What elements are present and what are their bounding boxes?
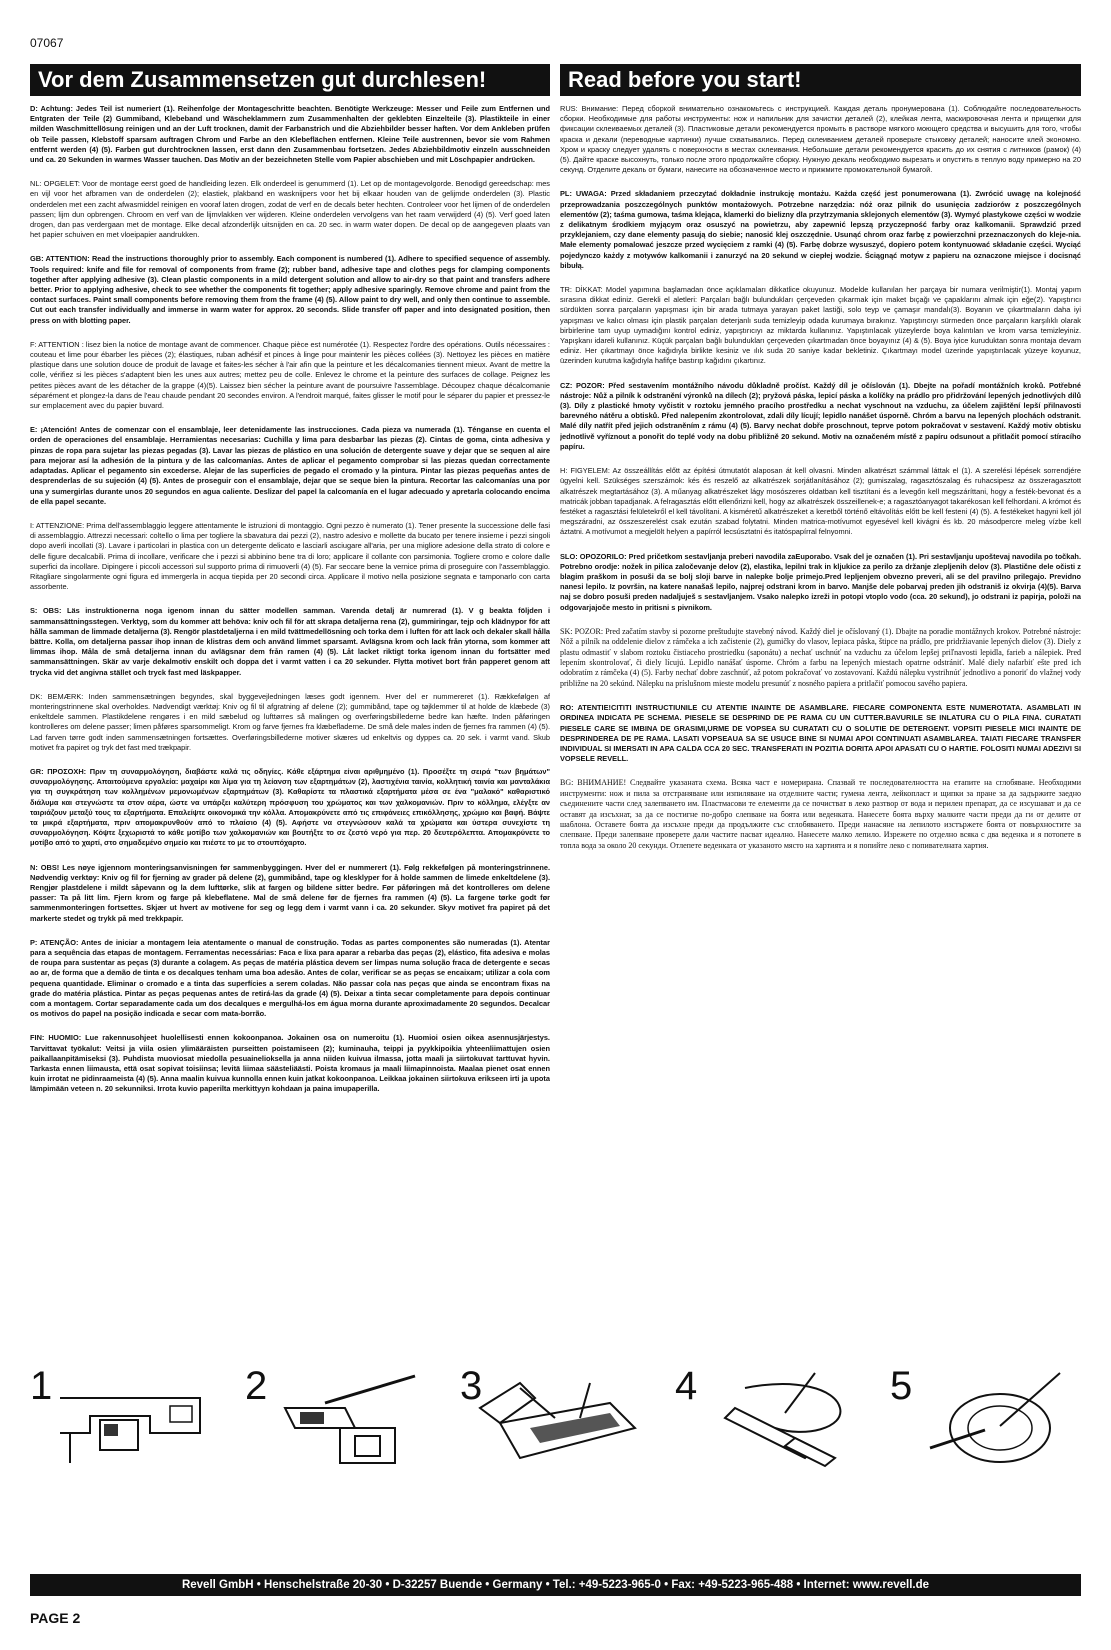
page-number: PAGE 2	[30, 1610, 81, 1626]
instructions-paragraph-gr: GR: ΠΡΟΣΟΧΗ: Πριν τη συναρμολόγηση, διαβάστε καλά τις οδηγίες. Κάθε εξάρτημα είναι αριθμημένο (1). Προσέξτε τη σειρά "των βημάτων" συναρμολόγησης. Απαιτούμενα εργαλεία: μαχαίρι και λίμα για τη λείανση των εξαρτημάτων (2), λαστιχένια ταινία, κολλητική ταινία και μανταλάκια για τη συγκράτηση των κολλημένων μεμονωμένων εξαρτημάτων (3). Καθαρίστε τα πλαστικά εξαρτήματα μέσα σε ένα "μαλακό" καθαριστικό διάλυμα και στεγνώστε τα στον αέρα, ώστε να υπάρξει καλύτερη πρόσφυση του χρώματος και των χαλκομανιών. Πριν το κόλλημα, ελέγξτε αν ταιριάζουν μεταξύ τους τα εξαρτήματα. Επαλείψτε οικονομικά την κόλλα. Απομακρύνετε από τις επιφάνειες επικόλλησης, χρώμιο και βαφή. Βάψτε τα μικρά εξαρτήματα, πριν απομακρυνθούν από το πλαίσιο (4) (5). Αφήστε να στεγνώσουν καλά τα χρώματα και ύστερα συνεχίστε τη συναρμολόγηση. Κόψτε ξεχωριστά το κάθε μοτίβο των χαλκομανιών και βουτήξτε το σε ζεστό νερό για περ. 20 δευτερόλεπτα. Απομακρύνετε το μοτίβο από το χαρτί, στο σημαδεμένο σημείο και πιέστε το με το στουπόχαρτο.	[30, 766, 550, 848]
knife-and-file-icon	[245, 1368, 435, 1468]
painting-parts-icon	[675, 1368, 865, 1468]
instructions-paragraph-de: D: Achtung: Jedes Teil ist numeriert (1). Reihenfolge der Montageschritte beachten. Benötigte Werkzeuge: Messer und Feile zum Entfernen und Entgraten der Teile (2) Gummiband, Klebeband und Wäscheklammern zum Zusammenhalten der geklebten Einzelteile (3). Plastikteile in einer milden Waschmittellösung reinigen und an der Luft trocknen, damit der Farbanstrich und die Abziehbilder besser haften. Vor dem Ankleben prüfen ob Teile passen, Klebstoff sparsam auftragen Chrom und Farbe an den Klebeflächen entfernen. Kleine Teile austrennen, bevor sie vom Rahmen entfernt werden (4) (5). Farben gut durchtrocknen lassen, erst dann den Zusammenbau fortsetzen. Jedes Abziehbildmotiv einzeln ausschneiden und ca. 20 Sekunden in warmes Wasser tauchen. Das Motiv an der bezeichneten Stelle vom Papier abschieben und mit Löschpapier andrücken.	[30, 104, 550, 165]
step-4	[675, 1364, 865, 1468]
step-number: 5	[890, 1364, 913, 1408]
instructions-paragraph-tr: TR: DİKKAT: Model yapımına başlamadan önce açıklamaları dikkatlice okuyunuz. Modelde kullanılan her parçaya bir numara verilmiştir(1). Montaj yapım sırasına dikkat ediniz. Gerekli el aletleri: Parçaları bağlı bulundukları çerçeveden çıkarmak için maket bıçağı ve çapaklarını almak için eğe(2). Yapıştırıcı sürdükten sonra parçaların yapışması için bir arada tutmaya yarayan paket lastiği, solo teyp ve çamaşır mandalı(3). Boyanın ve çıkartmaların daha iyi yapışması ve kalıcı olması için plastik parçaları deterjanlı suda temizleyip odada kurumaya bırakınız. Yapıştırıcıyı sürmeden önce parçaların karşılıklı olarak birbirlerine tam uyup uymadığını kontrol ediniz, yapıştırıcıyı az miktarda kullanınız. Yapıştırılacak yüzeylerde boya kalıntıları ve krom varsa temizleyiniz. Yapışkanı idareli kullanınız. Küçük parçaları bağlı bulundukları çerçeveden çıkartmadan önce boyayınız (4) & (5). Boya iyice kuruduktan sonra montaja devam ediniz. Her çıkartmayı önce kağıdıyla birlikte kesiniz ve ılık suda 20 saniye kadar bekletiniz. Çıkartmayı model üzerinde yapıştırılacak yüzeye koyunuz, üzerinden kurutma kağıdıyla hafifçe bastırıp kağıdını çıkartınız.	[560, 285, 1081, 366]
instructions-paragraph-rus: RUS: Внимание: Перед сборкой внимательно ознакомьтесь с инструкцией. Каждая деталь пронумерована (1). Соблюдайте последовательность сборки. Необходимые для работы инструменты: нож и напильник для зачистки деталей (2), клейкая лента, маскировочная лента и прищепки для фиксации склеиваемых деталей (3). Пластиковые детали рекомендуется промыть в растворе мягкого моющего средства и высушить для того, чтобы краска и декали (переводные картинки) лучше схватывались. Перед склеиванием деталей проверьте стыковку деталей; наносите клей экономно. Хром и краску следует удалять с поверхности в местах склеивания. Небольшие детали рекомендуется красить до их снятия с литников (рамок) (4) (5). Дайте краске высохнуть, только после этого продолжайте сборку. Нужную декаль необходимо вырезать и опустить в теплую воду примерно на 20 секунд. Отделите декаль от бумаги, нанесите на обозначенное место и прижмите промокательной бумагой.	[560, 104, 1081, 175]
instructions-paragraph-cz: CZ: POZOR: Před sestavením montážního návodu důkladně pročíst. Každý díl je očíslován (1). Dbejte na pořadí montážních kroků. Potřebné nástroje: Nůž a pilník k odstranění výronků na dílech (2); pryžová páska, lepicí páska a kolíčky na prádlo pro přidržování lepených jednotlivých dílů (3). Díly z plastické hmoty vyčistit v roztoku jemného pracího prostředku a nechat vyschnout na vzduchu, za účelem zajištění lepší přilnavosti barevného nátěru a obtisků. Před nalepením zkontrolovat, zdali díly lícují; lepidlo nanášet úsporně. Chróm a barvu na lepených plochách odstranit. Malé díly natřít před jejich odstraněním z rámu (4) (5). Barvy nechat dobře proschnout, teprve potom pokračovat v sestavení. Každý motiv obtisku jednotlivě vyříznout a ponořit do teplé vody na dobu přibližně 20 sekund. Motiv na označeném místě z papíru odsunout a přitlačit pomocí stíracího papíru.	[560, 380, 1081, 451]
instructions-paragraph-f: F: ATTENTION : lisez bien la notice de montage avant de commencer. Chaque pièce est numérotée (1). Respectez l'ordre des opérations. Outils nécessaires : couteau et lime pour ébarber les pièces (2); élastiques, ruban adhésif et pinces à linge pour maintenir les pièces collées (3). Nettoyez les pièces en matière plastique dans une solution douce de produit de lavage et faites-les sécher à l'air afin que la peinture et les décalcomanies tiennent mieux. Avant de mettre la colle, vérifiez si les pièces s'adaptent bien les unes aux autres; mettez peu de colle. Enlevez le chrome et la peinture des surfaces de collage. Peignez les petites pièces avant de les détacher de la grappe (4)(5). Laissez bien sécher la peinture avant de poursuivre l'assemblage. Découpez chaque décalcomanie séparément et plongez-la dans de l'eau chaude pendant 20 secondes environ. A l'endroit marqué, faites glisser le motif pour le séparer du papier et pressez-le sur emplacement avec du papier buvard.	[30, 339, 550, 411]
header-banner-right: Read before you start!	[560, 64, 1081, 96]
step-number: 1	[30, 1364, 53, 1408]
document-number: 07067	[30, 36, 64, 50]
instructions-paragraph-e: E: ¡Atención! Antes de comenzar con el ensamblaje, leer detenidamente las instrucciones. Cada pieza va numerada (1). Ténganse en cuenta el orden de operaciones del ensamblaje. Herramientas necesarias: Cuchilla y lima para desbarbar las piezas (2). Cintas de goma, cinta adhesiva y pinzas de ropa para sujetar las piezas pegadas (3). Lavar las piezas de plástico en una solución de detergente suave y dejar que se sequen al aire para mejorar así la adhesión de la pintura y de las calcomanías. Antes de aplicar el pegamento comprobar si las piezas quedan correctamente adaptadas. Aplicar el pegamento sin excederse. Alejar de las superficies de pegado el cromado y la pintura. Pintar las piezas pequeñas antes de desprenderlas de su sujeción (4) (5). Antes de proseguir con el ensamblaje, dejar que se seque bien la pintura. Recortar las calcomanías una por una y sumergirlas durante unos 20 segundos en agua caliente. Deslizar del papel la calcomanía en el lugar adecuado y apretarla colocando encima de ella papel secante.	[30, 425, 550, 506]
step-number: 3	[460, 1364, 483, 1408]
clamped-parts-icon	[460, 1368, 650, 1468]
right-instructions-column	[560, 104, 1081, 1349]
instructions-paragraph-nl: NL: OPGELET: Voor de montage eerst goed de handleiding lezen. Elk onderdeel is genummerd (1). Let op de montagevolgorde. Benodigd gereedschap: mes en vijl voor het afbramen van de onderdelen (2); elastiek, plakband en wasknijpers voor het bij elkaar houden van de gelijmde onderdelen (3). Plastic onderdelen met een zacht afwasmiddel reinigen en vooraf laten drogen, zodat de verf en de decals beter hechten. Controleer voor het lijmen of de onderdelen passen; lijm dun opbrengen. Chroom en verf van de lijmvlakken ver wijderen. Kleine onderdelen vervolgens van het raam verwijderd (4) (5). Verf goed laten drogen, dan pas verdergaan met de montage. Elke decal afzonderlijk uitsnijden en ca. 20 sec. in warm water dopen. De decal op de aangegeven plaats van het papier schuiven en met vloeipapier aandrukken.	[30, 179, 550, 240]
instructions-paragraph-s: S: OBS: Läs instruktionerna noga igenom innan du sätter modellen samman. Varenda detalj är numrerad (1). V g beakta följden i sammansättningsstegen. Verktyg, som du kommer att behöva: kniv och fil för att skrapa detaljerna rena (2), gummiringar, tejp och klädnypor för att hålla samman de limmade detaljerna (3). Rengör plastdetaljerna i en mild tvättmedellösning och torka dem i luften för att lack och dekaler skall hålla bättre. Kolla, om detaljerna passar ihop innan de klistras dem och använd limmet sparsamt. Avlägsna krom och lack från ytorna, som kommer att limmas ihop. Måla de små detaljerna innan du avlägsnar dem från ramen (4) (5). Låt lacket riktigt torka igenom innan du fortsätter med sammansättningen. Skär av varje dekalmotiv enskilt och doppa det i varmt vatten i ca 20 sekunder. Flytta motivet bort från papperet genom att trycka vid det angivna stället och tryck fast med läskpapper.	[30, 606, 550, 677]
instructions-paragraph-n: N: OBS! Les nøye igjennom monteringsanvisningen før sammenbyggingen. Hver del er nummerert (1). Følg rekkefølgen på monteringstrinnene. Nødvendig verktøy: Kniv og fil for fjerning av grader på delene (2), gummibånd, tape og klesklyper for å holde sammen de limede enkeltdelene (3). Rengjør plastdelene i mildt såpevann og la dem lufttørke, slik at fargen og bildene sitter bedre. Før påføringen må det kontrolleres om delene passer: Ta på litt lim. Fjern krom og farge på klebeflatene. Mal de små delene før de fjernes fra rammen (4) (5). La fargene tørke godt før sammenmonteringen fortsettes. Skjær ut hvert av motivene for seg og legg dem i varmt vann i ca. 20 sekunder. Skyv motivet fra papiret på det markerte stedet og trykk på med trekkpapir.	[30, 862, 550, 923]
step-3	[460, 1364, 650, 1468]
step-number: 4	[675, 1364, 698, 1408]
step-2	[245, 1364, 435, 1468]
instructions-paragraph-gb: GB: ATTENTION: Read the instructions thoroughly prior to assembly. Each component is numbered (1). Adhere to specified sequence of assembly. Tools required: knife and file for removal of components from frame (2); rubber band, adhesive tape and clothes pegs for clamping components together after applying adhesive (3). Clean plastic components in a mild detergent solution and allow to air-dry so that paint and transfers adhere better. Prior to applying adhesive, check to see whether the components fit together; apply adhesive sparingly. Remove chrome and paint from the contact surfaces. Paint small components before removing them from the frame (4) (5). Allow paint to dry well, and only then continue to assemble. Cut out each transfer individually and immerse in warm water for approx. 20 seconds. Slide transfer off paper and into designated position, then press on with blotting paper.	[30, 254, 550, 325]
instructions-paragraph-pl: PL: UWAGA: Przed składaniem przeczytać dokładnie instrukcję montażu. Każda część jest ponumerowana (1). Zwrócić uwagę na kolejność przeprowadzania poszczególnych punktów montażowych. Potrzebne narzędzia: nóż oraz pilnik do usunięcia zadziorów z poszczególnych elementów (2); taśma gumowa, taśma klejąca, klamerki do bielizny dla przytrzymania sklejonych elementów (3). Wymyć plastykowe części w wodzie z delikatnym środkiem myjącym oraz osuszyć na powietrzu, aby zapewnić lepszą przyczepność farby oraz kalkomanii. Sprawdzić przed przyklejaniem, czy dane elementy pasują do siebie; nanosić klej oszczędnie. Usunąć chrom oraz farbę z powierzchni przeznaczonych do kleje-nia. Małe elementy pomalować jeszcze przed wycięciem z ramki (4) (5). Farbę dobrze wysuszyć, dopiero potem kontynuować składanie części. Wyciąć pojedynczo każdy z motywów kalkomanii i zanurzyć na 20 sekund w ciepłej wodzie. Ściągnąć motyw z papieru na oznaczone miejsce i docisnąć bibułą.	[560, 189, 1081, 270]
step-5	[890, 1364, 1080, 1468]
decal-application-icon	[890, 1368, 1080, 1468]
instructions-paragraph-sk: SK: POZOR: Pred začatím stavby si pozorne preštudujte stavebný návod. Každý diel je očíslovaný (1). Dbajte na poradie montážnych krokov. Potrebné nástroje: Nôž a pilník na oddelenie dielov z rámčeka a ich začistenie (2), gumičky do vlasov, lepiaca páska, štipce na prádlo, pre pridržiavanie lepených dielov (3). Diely z plastu odmastiť v slabom roztoku čistiaceho prostriedku (saponátu) a nechať uschnúť na vzduchu za účelom lepšej priľnavosti lepidla, farieb a nálepiek. Pred lepením skontrolovať, či diely lícujú. Lepidlo nanášať úsporne. Chróm a farbu na lepených miestach opatrne odstrániť. Malé diely nafarbiť ešte pred ich odobratím z rámčeka (4) (5). Farby nechať dobre zaschnúť, až potom pokračovať vo zostavovaní. Každú nálepku vystrihnúť jednotlivo a ponoriť do vlažnej vody približne na 20 sekúnd. Nálepku na príslušnom mieste modelu presunúť z nosného papiera a pritlačiť pomocou savého papiera.	[560, 626, 1081, 688]
step-number: 2	[245, 1364, 268, 1408]
instructions-paragraph-fin: FIN: HUOMIO: Lue rakennusohjeet huolellisesti ennen kokoonpanoa. Jokainen osa on numeroitu (1). Huomioi osien oikea asennusjärjestys. Tarvittavat työkalut: Veitsi ja viila osien ylimääräisten purseitten poistamiseen (2); kuminauha, teippi ja pyykkipoikia yhteenliimattujen osien paikallaanpitämiseksi (3). Puhdista muoviosat miedolla pesuainelioksella ja anna niiden kuivua ilmassa, jotta maali ja siirtokuvat tarttuvat hyvin. Tarkasta ennen liimausta, että osat sopivat toisiinsa; levitä liimaa säästeliäästi. Poista kromaus ja maali liimapinnoista. Maalaa pienet osat ennen kuin irrotat ne pidinraameista (4) (5). Anna maalin kuivua kunnolla ennen kuin jatkat kokoonpanoa. Leikkaa jokainen siirtokuva erikseen irti ja upota lämpimään veteen n. 20 sekunniksi. Irrota kuvio paperilta merkittyyn kohdaan ja paina imupaperilla.	[30, 1033, 550, 1094]
instructions-paragraph-ro: RO: ATENTIE!CITITI INSTRUCTIUNILE CU ATENTIE INAINTE DE ASAMBLARE. FIECARE COMPONENTA ESTE NUMEROTATA. ASAMBLATI IN ORDINEA INDICATA PE SCHEMA. PIESELE SE DESPRIND DE PE RAMA CU UN CUTTER.BAVURILE SE INLATURA CU O PILA FINA. CURATATI PIESELE CARE SE IMBINA DE GRASIMI,URME DE VOPSEA SU CURATATI CU O SOLUTIE DE DETERGENT. VOPSITI PIESELE MICI INAINTE DE DESPRINDEREA DE PE RAMA. LASATI VOPSEAUA SA SE USUCE BINE SI NUMAI APOI CONTINUATI ASAMBLAREA. TAIATI FIECARE TRANSFER INDIVIDUAL SI IMERSATI IN APA CALDA CCA 20 SEC. TRANSFERATI IN POZITIA DORITA APOI APASATI CU O HARTIE. FOLOSITI NUMAI ADEZIVI SI VOPSELE REVELL.	[560, 703, 1081, 764]
company-footer: Revell GmbH • Henschelstraße 20-30 • D-32257 Buende • Germany • Tel.: +49-5223-965-0 • Fax: +49-5223-965-488 • Internet: www.revell.de	[30, 1574, 1081, 1596]
step-illustrations	[30, 1364, 1081, 1468]
left-instructions-column	[30, 104, 550, 1349]
instructions-paragraph-p: P: ATENÇÃO: Antes de iniciar a montagem leia atentamente o manual de construção. Todas as partes componentes são numeradas (1). Atentar para a sequência das etapas de montagem. Ferramentas necessárias: Faca e lixa para aparar a rebarba das peças (2), elástico, fita adesiva e molas de roupa para sustentar as peças (3) durante a colagem. As peças de matéria plástica devem ser limpas numa solução fraca de detergente e secas ao ar, de forma que a demão de tinta e os decalques tenham uma boa adesão. Antes de colar, verificar se as peças se encaixam; utilizar a cola com pequena quantidade. Eliminar o cromado e a tinta das superfícies a serem coladas. Não passar cola nas peças que ainda se encontram fixas na grade do matéria plástica. Pintar as peças pequenas antes de retirá-las da grade (4) (5). Deixar a tinta secar completamente para depois continuar com a montagem. Cortar separadamente cada um dos decalques e mergulhá-los em água morna durante aproximadamente 20 segundos. Decalcar os motivos do papel na posição indicada e secar com mata-borrão.	[30, 937, 550, 1019]
instructions-paragraph-bg: BG: ВНИМАНИЕ! Следвайте указаната схема. Всяка част е номерирана. Спазвай те последователността на етапите на сглобяване. Необходими инструменти: нож и пила за отстраняване или изпиляване на отделните части; гумена лента, лейкопласт и щипки за пране за да задържите заедно съединените части след залепването им. Пластмасови те елементи да се почистват в леко разтвор от вода и перилен препарат, да се изсушават и да се оставят да изсъхнат, за да се постигне по-добро слепване на боята или веденката. Нанесете боята върху малките части преди да ги от делите от шаблона. Оставете боята да изсъхне преди да продължите със сглобяването. Преди нанасяне на лепилото изстържете боята от повърхностите за слепване. Преди залепване проверете дали частите пасват идеално. Нанесете малко лепило. Изрежете по отделно всяка с два веденка и я потопете в топла вода за около 20 секунди. Отлепете веденката от указаното място на хартията и я попийте леко с попивателната хартия.	[560, 778, 1081, 850]
instructions-paragraph-dk: DK: BEMÆRK: Inden sammensætningen begyndes, skal byggevejledningen læses godt igennem. Hver del er nummereret (1). Rækkefølgen af monteringstrinnene skal overholdes. Nødvendigt værktøj: Kniv og fil til afgratning af delene (2); gummibånd, tape og tøjklemmer til at holde de klæbede (3) enkeltdele sammen. Plastikdelene rengøres i en mild sæbelud og lufttørres så malingen og overføringsbillederne bedre kan hæfte. Inden påføringen kontrolleres om delene passer; limen påføres sparsommeligt. Krom og farve fjernes fra klæbefladerne. De små dele males inden de fjernes fra rammen (4) (5). Lad farven tørre godt inden sammensætningen fortsættes. Overføringsbillederne motiver skæres ud enkeltvis og dyppes ca. 20 sek. i varmt vand. Skub motivet fra papiret og tryk det fast med trækpapir.	[30, 691, 550, 752]
header-banner-left: Vor dem Zusammensetzen gut durchlesen!	[30, 64, 550, 96]
instructions-paragraph-h: H: FIGYELEM: Az összeállítás előtt az építési útmutatót alaposan át kell olvasni. Minden alkatrészt számmal láttak el (1). A szerelési lépések sorrendjére ügyelni kell. Szükséges szerszámok: kés és reszelő az alkatrészek sorjátlanításához (2); gumiszalag, ragasztószalag és ruhacsipesz az összeragasztott alkatrészek megtartásához (3). A műanyag alkatrészeket lágy mosószeres oldatban kell tisztítani és a levegőn kell megszáríttani, hogy a festék-bevonat és a matricák jobban tapadjanak. A felragasztás előtt ellenőrizni kell, hogy az alkatrészek összeillenek-e; a ragasztóanyagot takarékosan kell felhordani. A krómot és festéket a ragasztási felületekről el kell távolítani. A kisméretű alkatrészeket a keretből történő eltávolítás előtt be kell festeni (4) (5). A festékeket hagyni kell jól megszáradni, az összeszerelést csak ezután szabad folytatni. Minden matrica-motívumot egyesével kell kivágni és kb. 20 másodpercre meleg vízbe kell áztatni. A motívumot a megjelölt helyen a papírról lecsúsztatni és itatóspapírral felnyomni.	[560, 466, 1081, 537]
step-1	[30, 1364, 220, 1468]
instructions-paragraph-i: I: ATTENZIONE: Prima dell'assemblaggio leggere attentamente le istruzioni di montaggio. Ogni pezzo è numerato (1). Tener presente la successione delle fasi di assemblaggio. Attrezzi necessari: coltello o lima per togliere la sbavatura dai pezzi (2), nastro adesivo e mollette da bucato per tenere insieme i pezzi singoli dopo averli incollati (3). Lavare i particolari in plastica con un detergente delicato e lasciarli asciugare all'aria, per una migliore adesione della strato di colore e delle figure decalcabili. Prima di incollare, verificare che i pezzi si abbinino bene tra di loro; applicare il collante con parsimonia. Togliere cromo e colore dalle superfici da incollare. Dipingere i piccoli accessori sul supporto prima di rimuoverli (4) (5). Far seccare bene la vernice prima di proseguire con l'assemblaggio. Ritagliare singolarmente ogni figura ed immergerla in acqua tiepida per 20 secondi circa. Applicare il motivo nella posizione segnata e tamponarlo con carta assorbente.	[30, 520, 550, 592]
numbered-parts-frame-icon	[30, 1368, 220, 1468]
instructions-paragraph-slo: SLO: OPOZORILO: Pred pričetkom sestavljanja preberi navodila zaЕuporabo. Vsak del je označen (1). Pri sestavljanju upoštevaj navodila po točkah. Potrebno orodje: nožek in pilica zaločevanje delov (2), elastika, lepilni trak in kljukice za perilo za držanje zlepljenih delov (3). Plastične dele očisti z blagim praškom in posuši da se bolj sloji barve in nalepke bolje primejo.Pred lepljenjem obvezno preveri, ali se del pravilno prilegajo. Previdno nanesi lepilo. Iz površin, na katere nanašaš lepilo, najprej odstrani krom in barvo. Manjše dele pobarvaj preden jih odstraniš iz okvirja (4)(5). Barva naj se dobro posuši preden nadaljuješ s sestavljanjem. Vsako nalepko izreži in potopi vtoplo vodo (cca. 20 sekund), jo odstrani iz papirja, položi na odgovarjajoče mesto in pritisni s pivnikom.	[560, 551, 1081, 612]
